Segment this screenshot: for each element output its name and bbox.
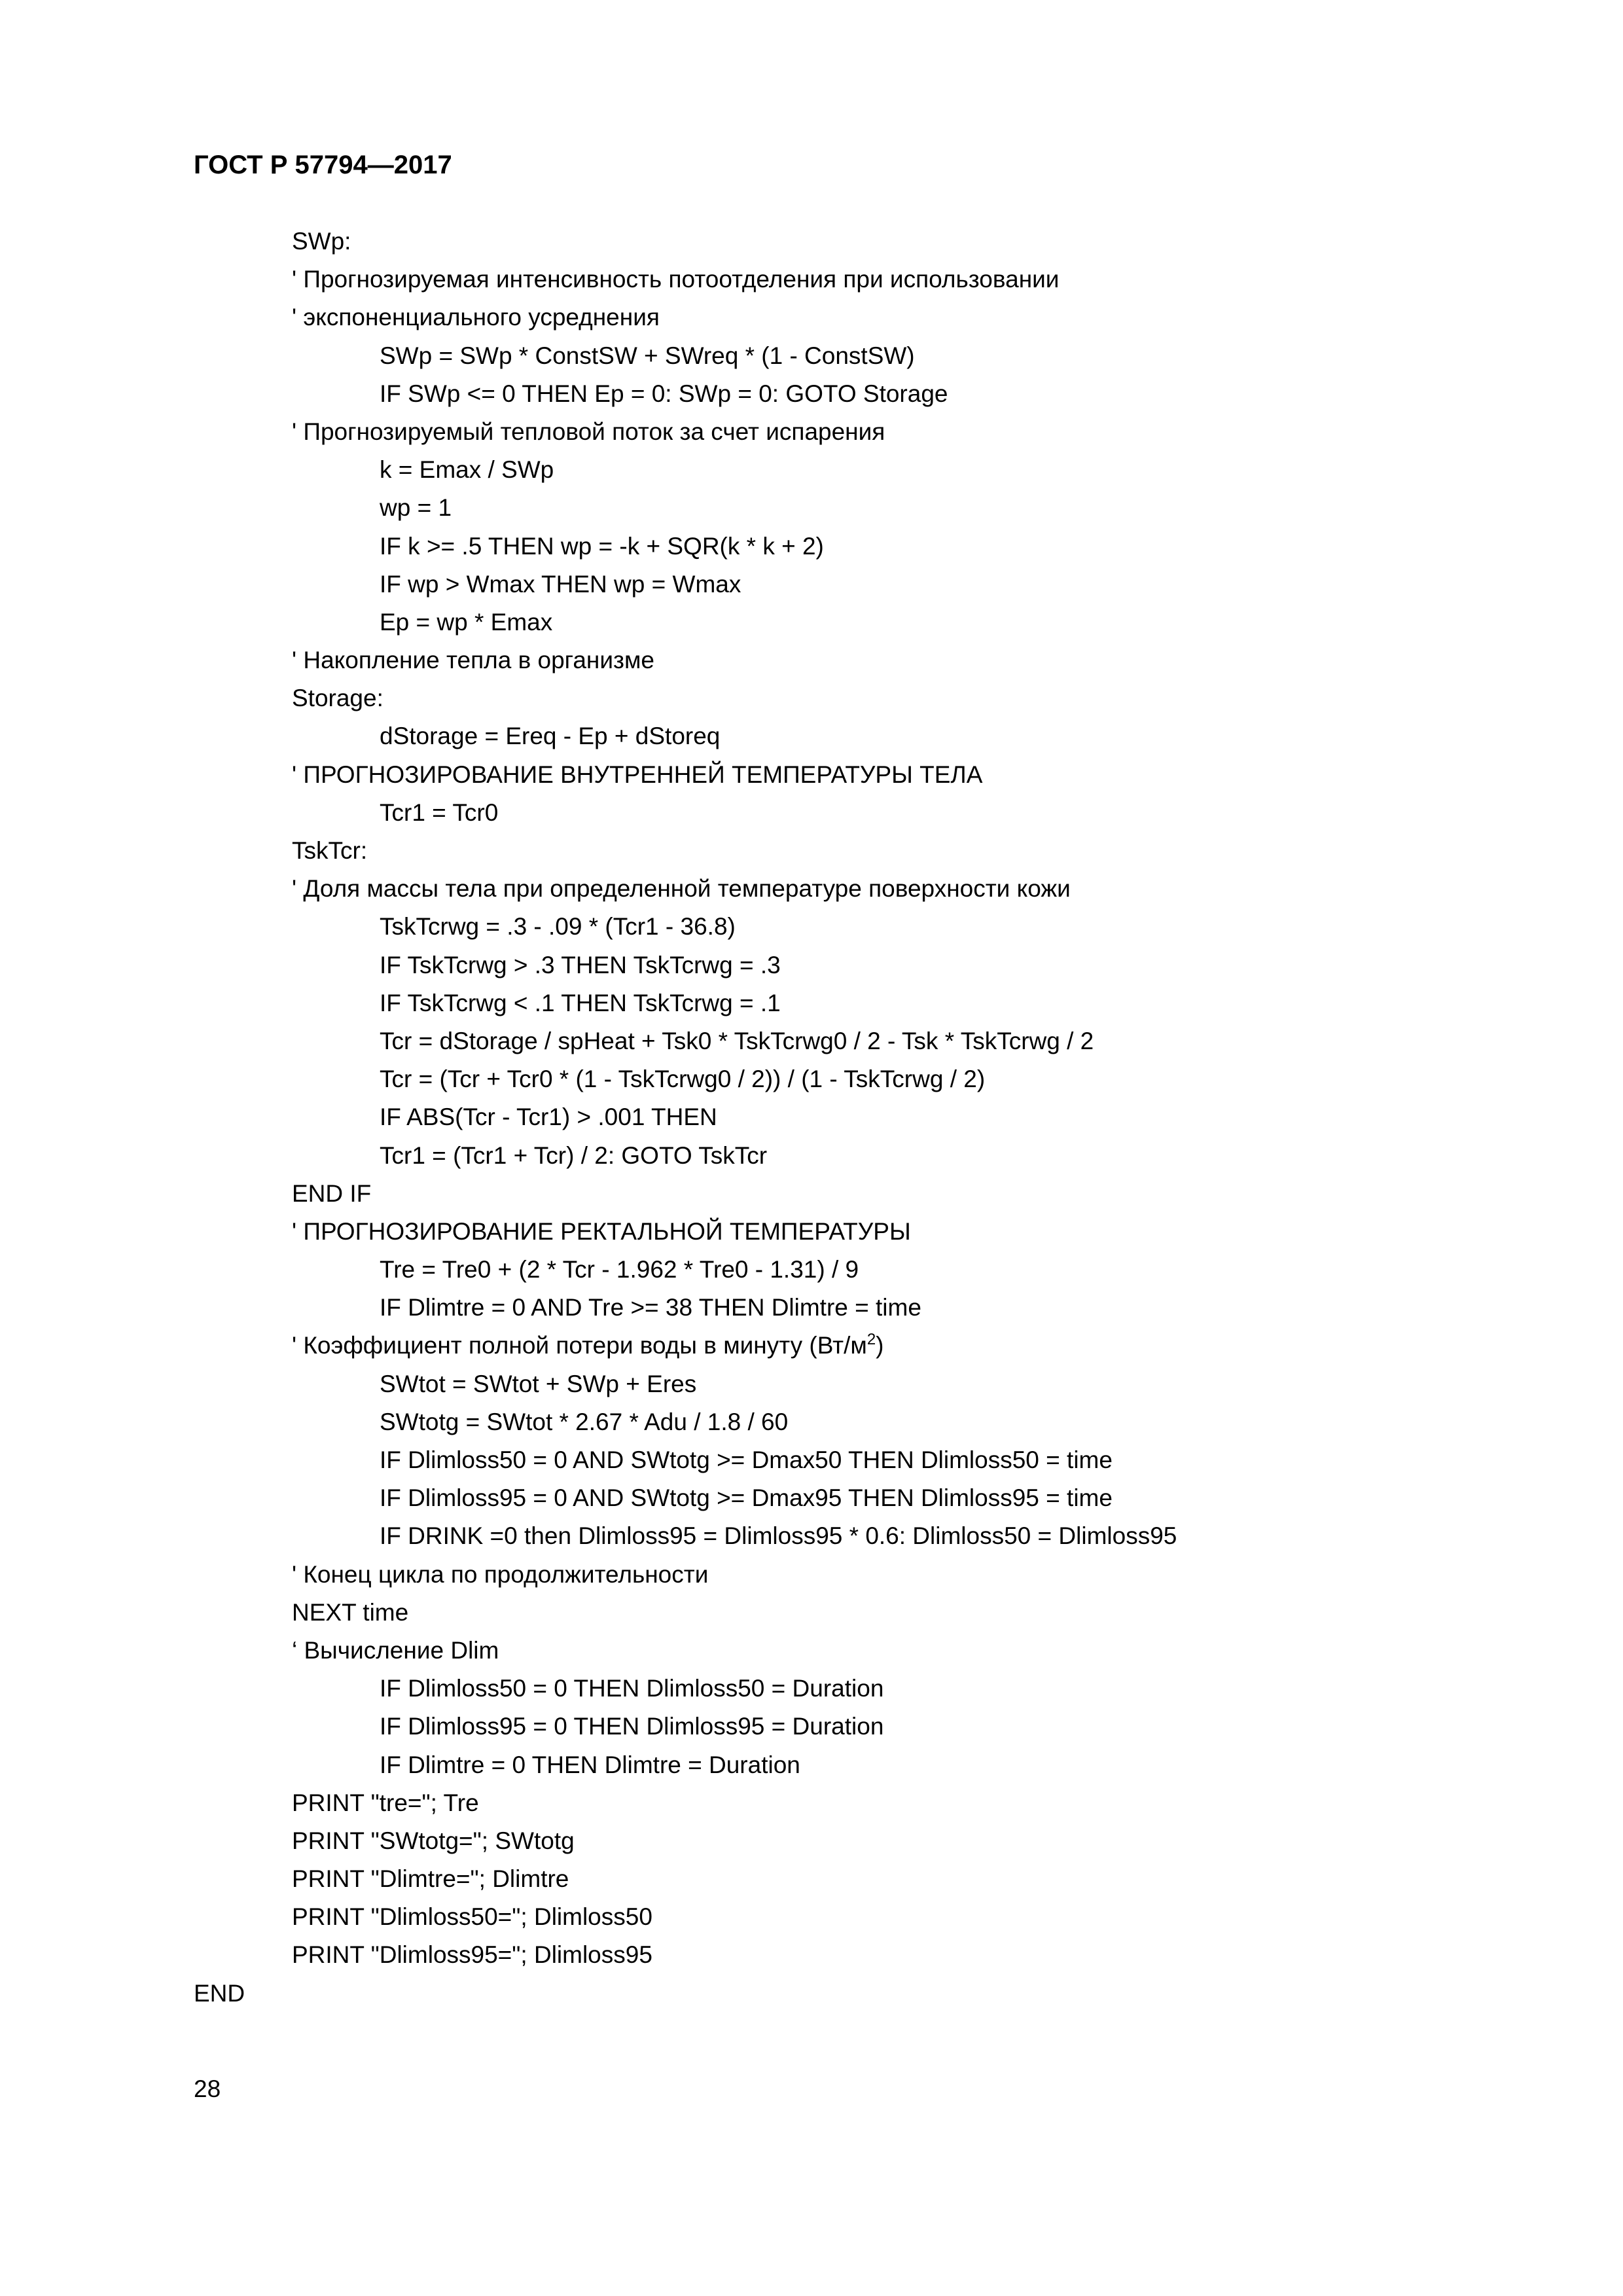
code-line — [0, 1517, 1623, 1555]
code-line — [0, 1213, 1623, 1251]
code-line — [0, 298, 1623, 336]
code-line-text: Tcr = (Tcr + Tcr0 * (1 - TskTcrwg0 / 2)) / (1 - TskTcrwg / 2) — [380, 1066, 986, 1093]
code-line-text: TskTcrwg = .3 - .09 * (Tcr1 - 36.8) — [380, 913, 736, 941]
code-line-text: IF TskTcrwg < .1 THEN TskTcrwg = .1 — [380, 989, 781, 1016]
code-line — [0, 679, 1623, 717]
code-line — [0, 946, 1623, 984]
code-line — [0, 1137, 1623, 1175]
code-line-text: PRINT "Dlimtre="; Dlimtre — [292, 1865, 569, 1893]
code-line-text: SWtotg = SWtot * 2.67 * Adu / 1.8 / 60 — [380, 1408, 789, 1435]
code-line-text: IF Dlimtre = 0 THEN Dlimtre = Duration — [380, 1751, 800, 1778]
code-line-text: PRINT "SWtotg="; SWtotg — [292, 1827, 575, 1854]
code-line-text: Tcr = dStorage / spHeat + Tsk0 * TskTcrwg0 / 2 - Tsk * TskTcrwg / 2 — [380, 1027, 1094, 1054]
code-line — [0, 1975, 1623, 2013]
code-line — [0, 1556, 1623, 1594]
code-line-text: PRINT "Dlimloss50="; Dlimloss50 — [292, 1903, 652, 1931]
code-line — [0, 1936, 1623, 1974]
code-line-text: END — [194, 1979, 245, 2007]
code-line-text: SWp = SWp * ConstSW + SWreq * (1 - ConstSW) — [380, 342, 915, 369]
code-line-text: PRINT "tre="; Tre — [292, 1789, 479, 1816]
code-line-text: END IF — [292, 1179, 372, 1207]
code-line-text: IF ABS(Tcr - Tcr1) > .001 THEN — [380, 1103, 717, 1131]
code-line — [0, 565, 1623, 603]
superscript: 2 — [866, 1331, 876, 1349]
code-line-text: IF Dlimloss95 = 0 AND SWtotg >= Dmax95 THEN Dlimloss95 = time — [380, 1484, 1113, 1512]
code-line-text: IF wp > Wmax THEN wp = Wmax — [380, 570, 741, 598]
code-line — [0, 794, 1623, 832]
code-line-text: ' Доля массы тела при определенной температуре поверхности кожи — [292, 875, 1071, 903]
code-line-text: ' Конец цикла по продолжительности — [292, 1560, 709, 1588]
code-line-text: SWp: — [292, 228, 351, 255]
code-line — [0, 1594, 1623, 1632]
code-line-text: TskTcr: — [292, 837, 368, 864]
document-header: ГОСТ Р 57794—2017 — [194, 151, 452, 179]
code-line-text: k = Emax / SWp — [380, 456, 554, 484]
code-line-text: ' Коэффициент полной потери воды в минуту (Вт/м — [292, 1332, 867, 1359]
code-line — [0, 1403, 1623, 1441]
code-line — [0, 1327, 1623, 1365]
code-line — [0, 1708, 1623, 1746]
code-line — [0, 413, 1623, 451]
code-line-text: ' ПРОГНОЗИРОВАНИЕ ВНУТРЕННЕЙ ТЕМПЕРАТУРЫ ТЕЛА — [292, 761, 983, 788]
code-line-text: ' Накопление тепла в организме — [292, 647, 655, 674]
code-line-text: wp = 1 — [380, 494, 452, 522]
code-line — [0, 223, 1623, 260]
code-line-text: dStorage = Ereq - Ep + dStoreq — [380, 723, 721, 750]
code-line — [0, 1022, 1623, 1060]
code-line — [0, 528, 1623, 565]
code-line — [0, 489, 1623, 527]
code-line-text: Ep = wp * Emax — [380, 608, 553, 636]
code-line-text: Tre = Tre0 + (2 * Tcr - 1.962 * Tre0 - 1.31) / 9 — [380, 1256, 859, 1283]
code-listing — [0, 223, 1623, 2013]
code-line — [0, 641, 1623, 679]
code-line — [0, 756, 1623, 794]
code-line-text: PRINT "Dlimloss95="; Dlimloss95 — [292, 1941, 652, 1969]
code-line — [0, 1098, 1623, 1136]
code-line — [0, 603, 1623, 641]
code-line-text: ‘ Вычисление Dlim — [292, 1636, 499, 1664]
code-line — [0, 1251, 1623, 1289]
code-line — [0, 832, 1623, 870]
code-line — [0, 1670, 1623, 1708]
code-line — [0, 1441, 1623, 1479]
code-line — [0, 1365, 1623, 1403]
code-line — [0, 984, 1623, 1022]
code-line — [0, 717, 1623, 755]
code-line — [0, 908, 1623, 946]
code-line — [0, 1784, 1623, 1822]
code-line — [0, 337, 1623, 375]
code-line — [0, 1822, 1623, 1860]
code-line — [0, 870, 1623, 908]
code-line-text: IF DRINK =0 then Dlimloss95 = Dlimloss95 * 0.6: Dlimloss50 = Dlimloss95 — [380, 1522, 1177, 1550]
code-line-suffix: ) — [876, 1332, 884, 1359]
code-line — [0, 1289, 1623, 1327]
page-number: 28 — [194, 2075, 221, 2102]
code-line-text: IF Dlimloss50 = 0 AND SWtotg >= Dmax50 THEN Dlimloss50 = time — [380, 1446, 1113, 1473]
code-line-text: ' Прогнозируемая интенсивность потоотделения при использовании — [292, 266, 1060, 293]
code-line — [0, 1175, 1623, 1213]
code-line-text: Tcr1 = (Tcr1 + Tcr) / 2: GOTO TskTcr — [380, 1141, 768, 1169]
code-line-text: Storage: — [292, 685, 383, 712]
code-line-text: IF Dlimloss95 = 0 THEN Dlimloss95 = Duration — [380, 1713, 884, 1740]
code-line — [0, 1479, 1623, 1517]
code-line-text: IF k >= .5 THEN wp = -k + SQR(k * k + 2) — [380, 532, 824, 560]
code-line-text: ' Прогнозируемый тепловой поток за счет испарения — [292, 418, 885, 445]
code-line-text: IF Dlimtre = 0 AND Tre >= 38 THEN Dlimtre = time — [380, 1294, 921, 1321]
code-line — [0, 1632, 1623, 1670]
code-line-text: Tcr1 = Tcr0 — [380, 798, 499, 826]
code-line-text: ' экспоненциального усреднения — [292, 304, 660, 331]
code-line-text: SWtot = SWtot + SWp + Eres — [380, 1370, 697, 1397]
code-line — [0, 260, 1623, 298]
code-line-text: IF TskTcrwg > .3 THEN TskTcrwg = .3 — [380, 951, 781, 978]
code-line — [0, 1898, 1623, 1936]
code-line — [0, 1060, 1623, 1098]
code-line — [0, 1860, 1623, 1898]
code-line-text: IF Dlimloss50 = 0 THEN Dlimloss50 = Duration — [380, 1675, 884, 1702]
code-line — [0, 375, 1623, 413]
code-line — [0, 1746, 1623, 1784]
code-line-text: IF SWp <= 0 THEN Ep = 0: SWp = 0: GOTO Storage — [380, 380, 948, 407]
code-line — [0, 451, 1623, 489]
code-line-text: ' ПРОГНОЗИРОВАНИЕ РЕКТАЛЬНОЙ ТЕМПЕРАТУРЫ — [292, 1217, 911, 1245]
code-line-text: NEXT time — [292, 1598, 409, 1626]
